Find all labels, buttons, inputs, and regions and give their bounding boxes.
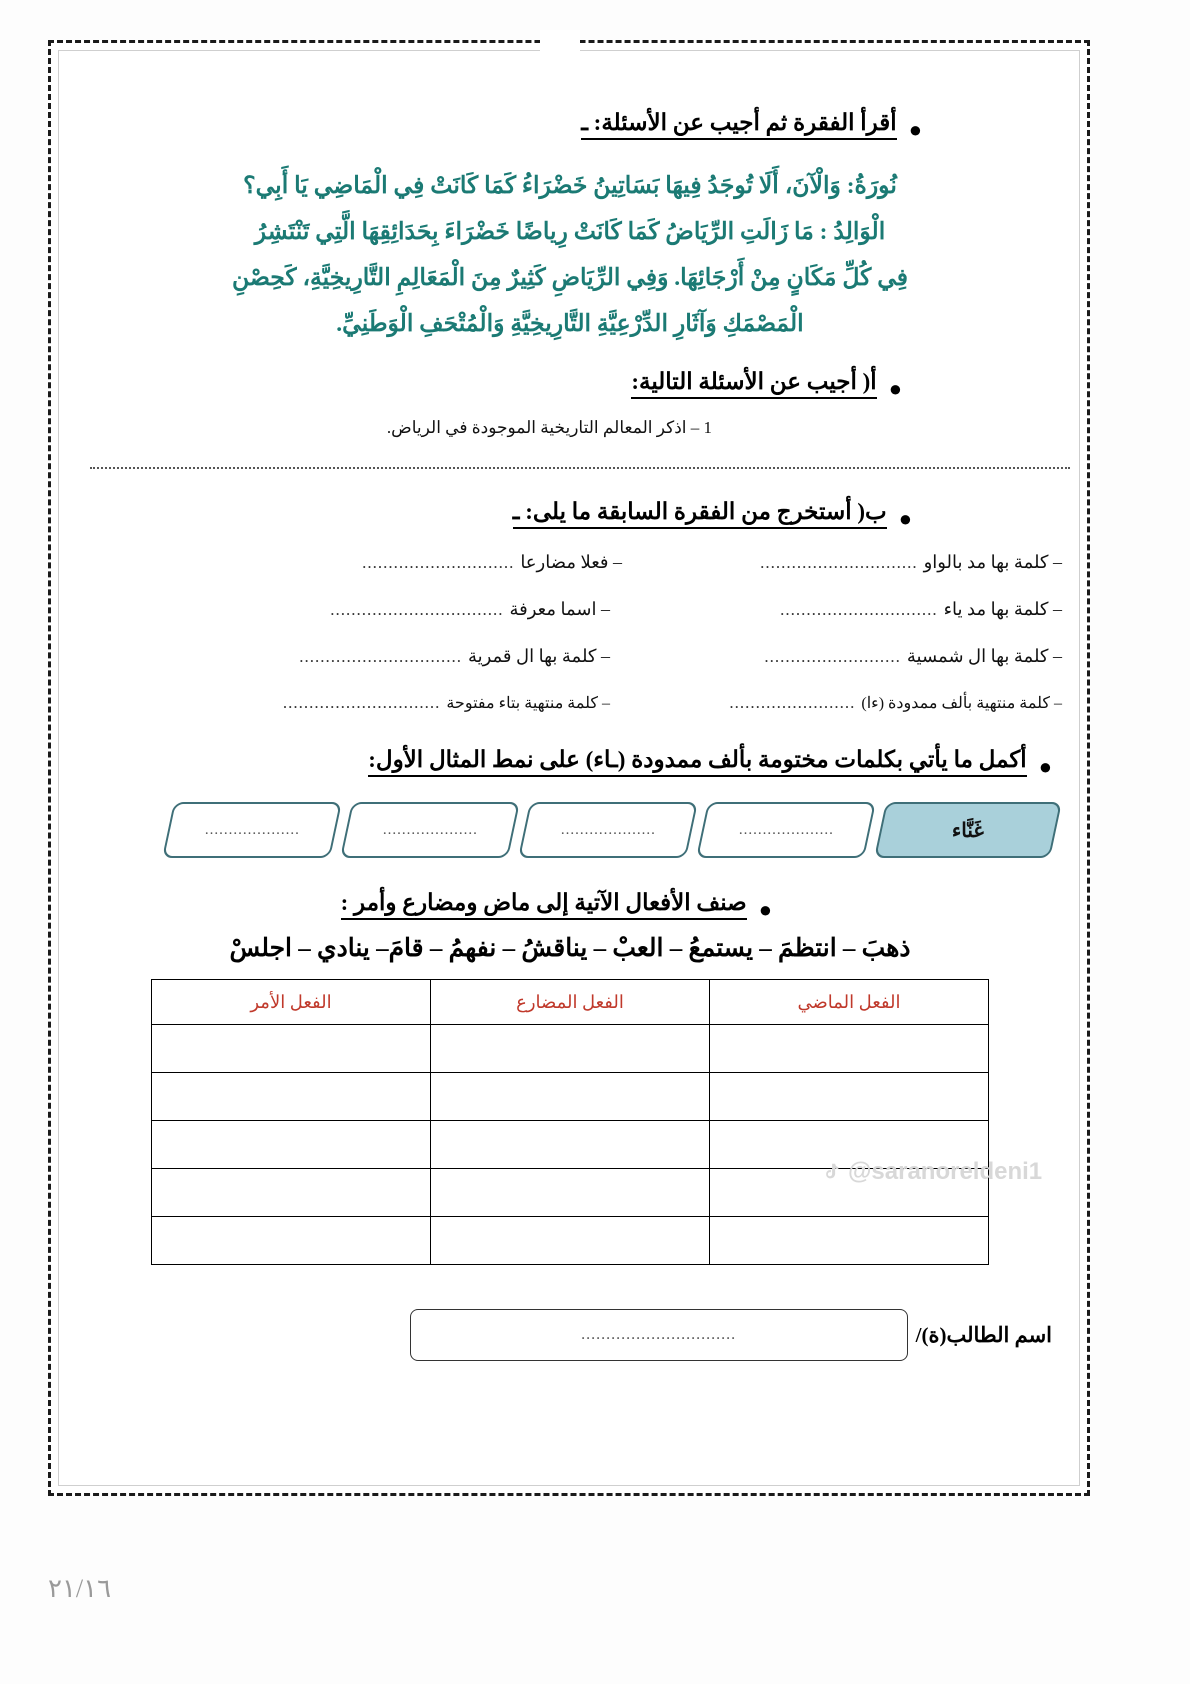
worksheet-content bbox=[70, 52, 1070, 1482]
alef-mamdouda-box-row bbox=[70, 802, 1070, 858]
table-row bbox=[152, 1121, 989, 1169]
student-name-blank[interactable]: ............................... bbox=[581, 1326, 737, 1343]
section-a-heading: أ( أجيب عن الأسئلة التالية: bbox=[631, 369, 876, 399]
bullet-icon: ● bbox=[898, 506, 912, 531]
verb-classification-table bbox=[151, 979, 989, 1265]
extraction-row bbox=[70, 693, 1070, 713]
student-name-label: اسم الطالب(ة)/ bbox=[915, 1322, 1052, 1347]
extraction-label: – كلمة منتهية بتاء مفتوحة bbox=[446, 695, 610, 712]
table-cell[interactable] bbox=[431, 1025, 710, 1073]
extraction-row bbox=[70, 646, 1070, 667]
extraction-blank[interactable]: .......................... bbox=[764, 647, 901, 666]
student-name-row bbox=[70, 1309, 1070, 1361]
table-cell[interactable] bbox=[152, 1217, 431, 1265]
answer-box-blank[interactable]: .................... bbox=[738, 821, 834, 838]
table-cell[interactable] bbox=[710, 1073, 989, 1121]
table-row bbox=[152, 1025, 989, 1073]
passage-line-1: نُورَةُ: وَالْآنَ، أَلَا تُوجَدُ فِيهَا بَسَاتِينُ خَضْرَاءُ كَمَا كَانَتْ فِي الْمَاضِي يَا أَبِي؟ bbox=[243, 173, 897, 199]
passage-line-2: الْوَالِدُ : مَا زَالَتِ الرِّيَاضُ كَمَا كَانَتْ رِياضًا خَضْرَاءَ بِحَدَائِقِهَا الَّتِي تَنْتَشِرُ bbox=[254, 219, 886, 245]
table-cell[interactable] bbox=[152, 1025, 431, 1073]
table-cell[interactable] bbox=[710, 1217, 989, 1265]
reading-passage bbox=[70, 163, 1070, 347]
passage-line-4: الْمَصْمَكِ وَآثَارِ الدِّرْعِيَّةِ التَّارِيخِيَّةِ وَالْمُتْحَفِ الْوَطَنِيِّ. bbox=[336, 311, 804, 337]
extraction-blank[interactable]: ........................ bbox=[729, 693, 856, 712]
read-section-heading-row bbox=[70, 110, 1070, 141]
watermark-handle: @saranoreldeni1 bbox=[848, 1158, 1043, 1185]
table-cell[interactable] bbox=[152, 1169, 431, 1217]
extraction-cell-right bbox=[610, 646, 1062, 667]
table-cell[interactable] bbox=[431, 1073, 710, 1121]
table-cell[interactable] bbox=[710, 1121, 989, 1169]
table-cell[interactable] bbox=[710, 1169, 989, 1217]
extraction-label: – كلمة بها مد ياء bbox=[943, 599, 1062, 619]
extraction-cell-right bbox=[622, 552, 1062, 573]
table-cell[interactable] bbox=[152, 1121, 431, 1169]
example-box-text: غَنَّاء bbox=[952, 819, 984, 842]
table-cell[interactable] bbox=[152, 1073, 431, 1121]
bullet-icon: ● bbox=[888, 376, 902, 401]
bullet-icon: ● bbox=[908, 117, 922, 142]
table-cell[interactable] bbox=[710, 1025, 989, 1073]
section-d-heading-row bbox=[70, 890, 1070, 921]
answer-box[interactable] bbox=[340, 802, 520, 858]
section-d-heading: صنف الأفعال الآتية إلى ماض ومضارع وأمر : bbox=[341, 890, 747, 920]
extraction-blank[interactable]: ................................. bbox=[330, 600, 504, 619]
example-box bbox=[874, 802, 1062, 858]
answer-box-blank[interactable]: .................... bbox=[560, 821, 656, 838]
answer-box-blank[interactable]: .................... bbox=[204, 821, 300, 838]
extraction-label: – كلمة منتهية بألف ممدودة (ءا) bbox=[861, 695, 1062, 712]
table-row bbox=[152, 1073, 989, 1121]
table-cell[interactable] bbox=[431, 1121, 710, 1169]
section-a-question-1: 1 – اذكر المعالم التاريخية الموجودة في الرياض. bbox=[386, 418, 712, 437]
extraction-cell-right bbox=[610, 599, 1062, 620]
table-cell[interactable] bbox=[431, 1169, 710, 1217]
section-b-heading: ب( أستخرج من الفقرة السابقة ما يلى: ـ bbox=[513, 499, 887, 529]
table-header-past: الفعل الماضي bbox=[710, 980, 989, 1025]
answer-box[interactable] bbox=[162, 802, 342, 858]
extraction-row bbox=[70, 552, 1070, 573]
extraction-label: – فعلا مضارعا bbox=[520, 552, 622, 572]
extraction-cell-right bbox=[610, 693, 1062, 713]
extraction-blank[interactable]: .............................. bbox=[760, 553, 918, 572]
answer-line-1[interactable] bbox=[90, 466, 1070, 469]
table-row bbox=[152, 1169, 989, 1217]
extraction-label: – اسما معرفة bbox=[509, 599, 610, 619]
bullet-icon: ● bbox=[758, 897, 772, 922]
extraction-cell-left bbox=[140, 693, 610, 713]
answer-box-blank[interactable]: .................... bbox=[382, 821, 478, 838]
extraction-blank[interactable]: ............................. bbox=[362, 553, 515, 572]
student-name-field[interactable] bbox=[410, 1309, 908, 1361]
section-c-heading-row bbox=[70, 747, 1070, 778]
extraction-cell-left bbox=[152, 552, 622, 573]
extraction-cell-left bbox=[140, 646, 610, 667]
passage-line-3: فِي كُلِّ مَكَانٍ مِنْ أَرْجَائِهَا. وَفِي الرِّيَاضِ كَثِيرٌ مِنَ الْمَعَالِمِ التَّارِيخِيَّةِ، كَحِصْنِ bbox=[231, 265, 909, 291]
table-cell[interactable] bbox=[431, 1217, 710, 1265]
table-header-row bbox=[152, 980, 989, 1025]
read-section-heading: أقرأ الفقرة ثم أجيب عن الأسئلة: ـ bbox=[581, 110, 897, 140]
section-b-heading-row bbox=[70, 499, 1070, 530]
answer-box[interactable] bbox=[696, 802, 876, 858]
extraction-cell-left bbox=[140, 599, 610, 620]
extraction-row bbox=[70, 599, 1070, 620]
extraction-blank[interactable]: .............................. bbox=[780, 600, 938, 619]
section-a-heading-row bbox=[70, 369, 1070, 400]
extraction-label: – كلمة بها مد بالواو bbox=[923, 552, 1062, 572]
extraction-label: – كلمة بها ال قمرية bbox=[467, 646, 610, 666]
page-number: ٢١/١٦ bbox=[48, 1574, 112, 1603]
extraction-label: – كلمة بها ال شمسية bbox=[906, 646, 1062, 666]
verbs-list: ذهبَ – انتظمَ – يستمعُ – العبْ – يناقشُ – نفهمُ – قامَ– ينادي – اجلسْ bbox=[229, 935, 911, 962]
table-header-present: الفعل المضارع bbox=[431, 980, 710, 1025]
section-c-heading: أكمل ما يأتي بكلمات مختومة بألف ممدودة (ـاء) على نمط المثال الأول: bbox=[368, 747, 1027, 777]
extraction-blank[interactable]: ............................... bbox=[299, 647, 462, 666]
table-header-imperative: الفعل الأمر bbox=[152, 980, 431, 1025]
extraction-blank[interactable]: .............................. bbox=[282, 693, 441, 712]
bullet-icon: ● bbox=[1038, 754, 1052, 779]
table-row bbox=[152, 1217, 989, 1265]
answer-box[interactable] bbox=[518, 802, 698, 858]
